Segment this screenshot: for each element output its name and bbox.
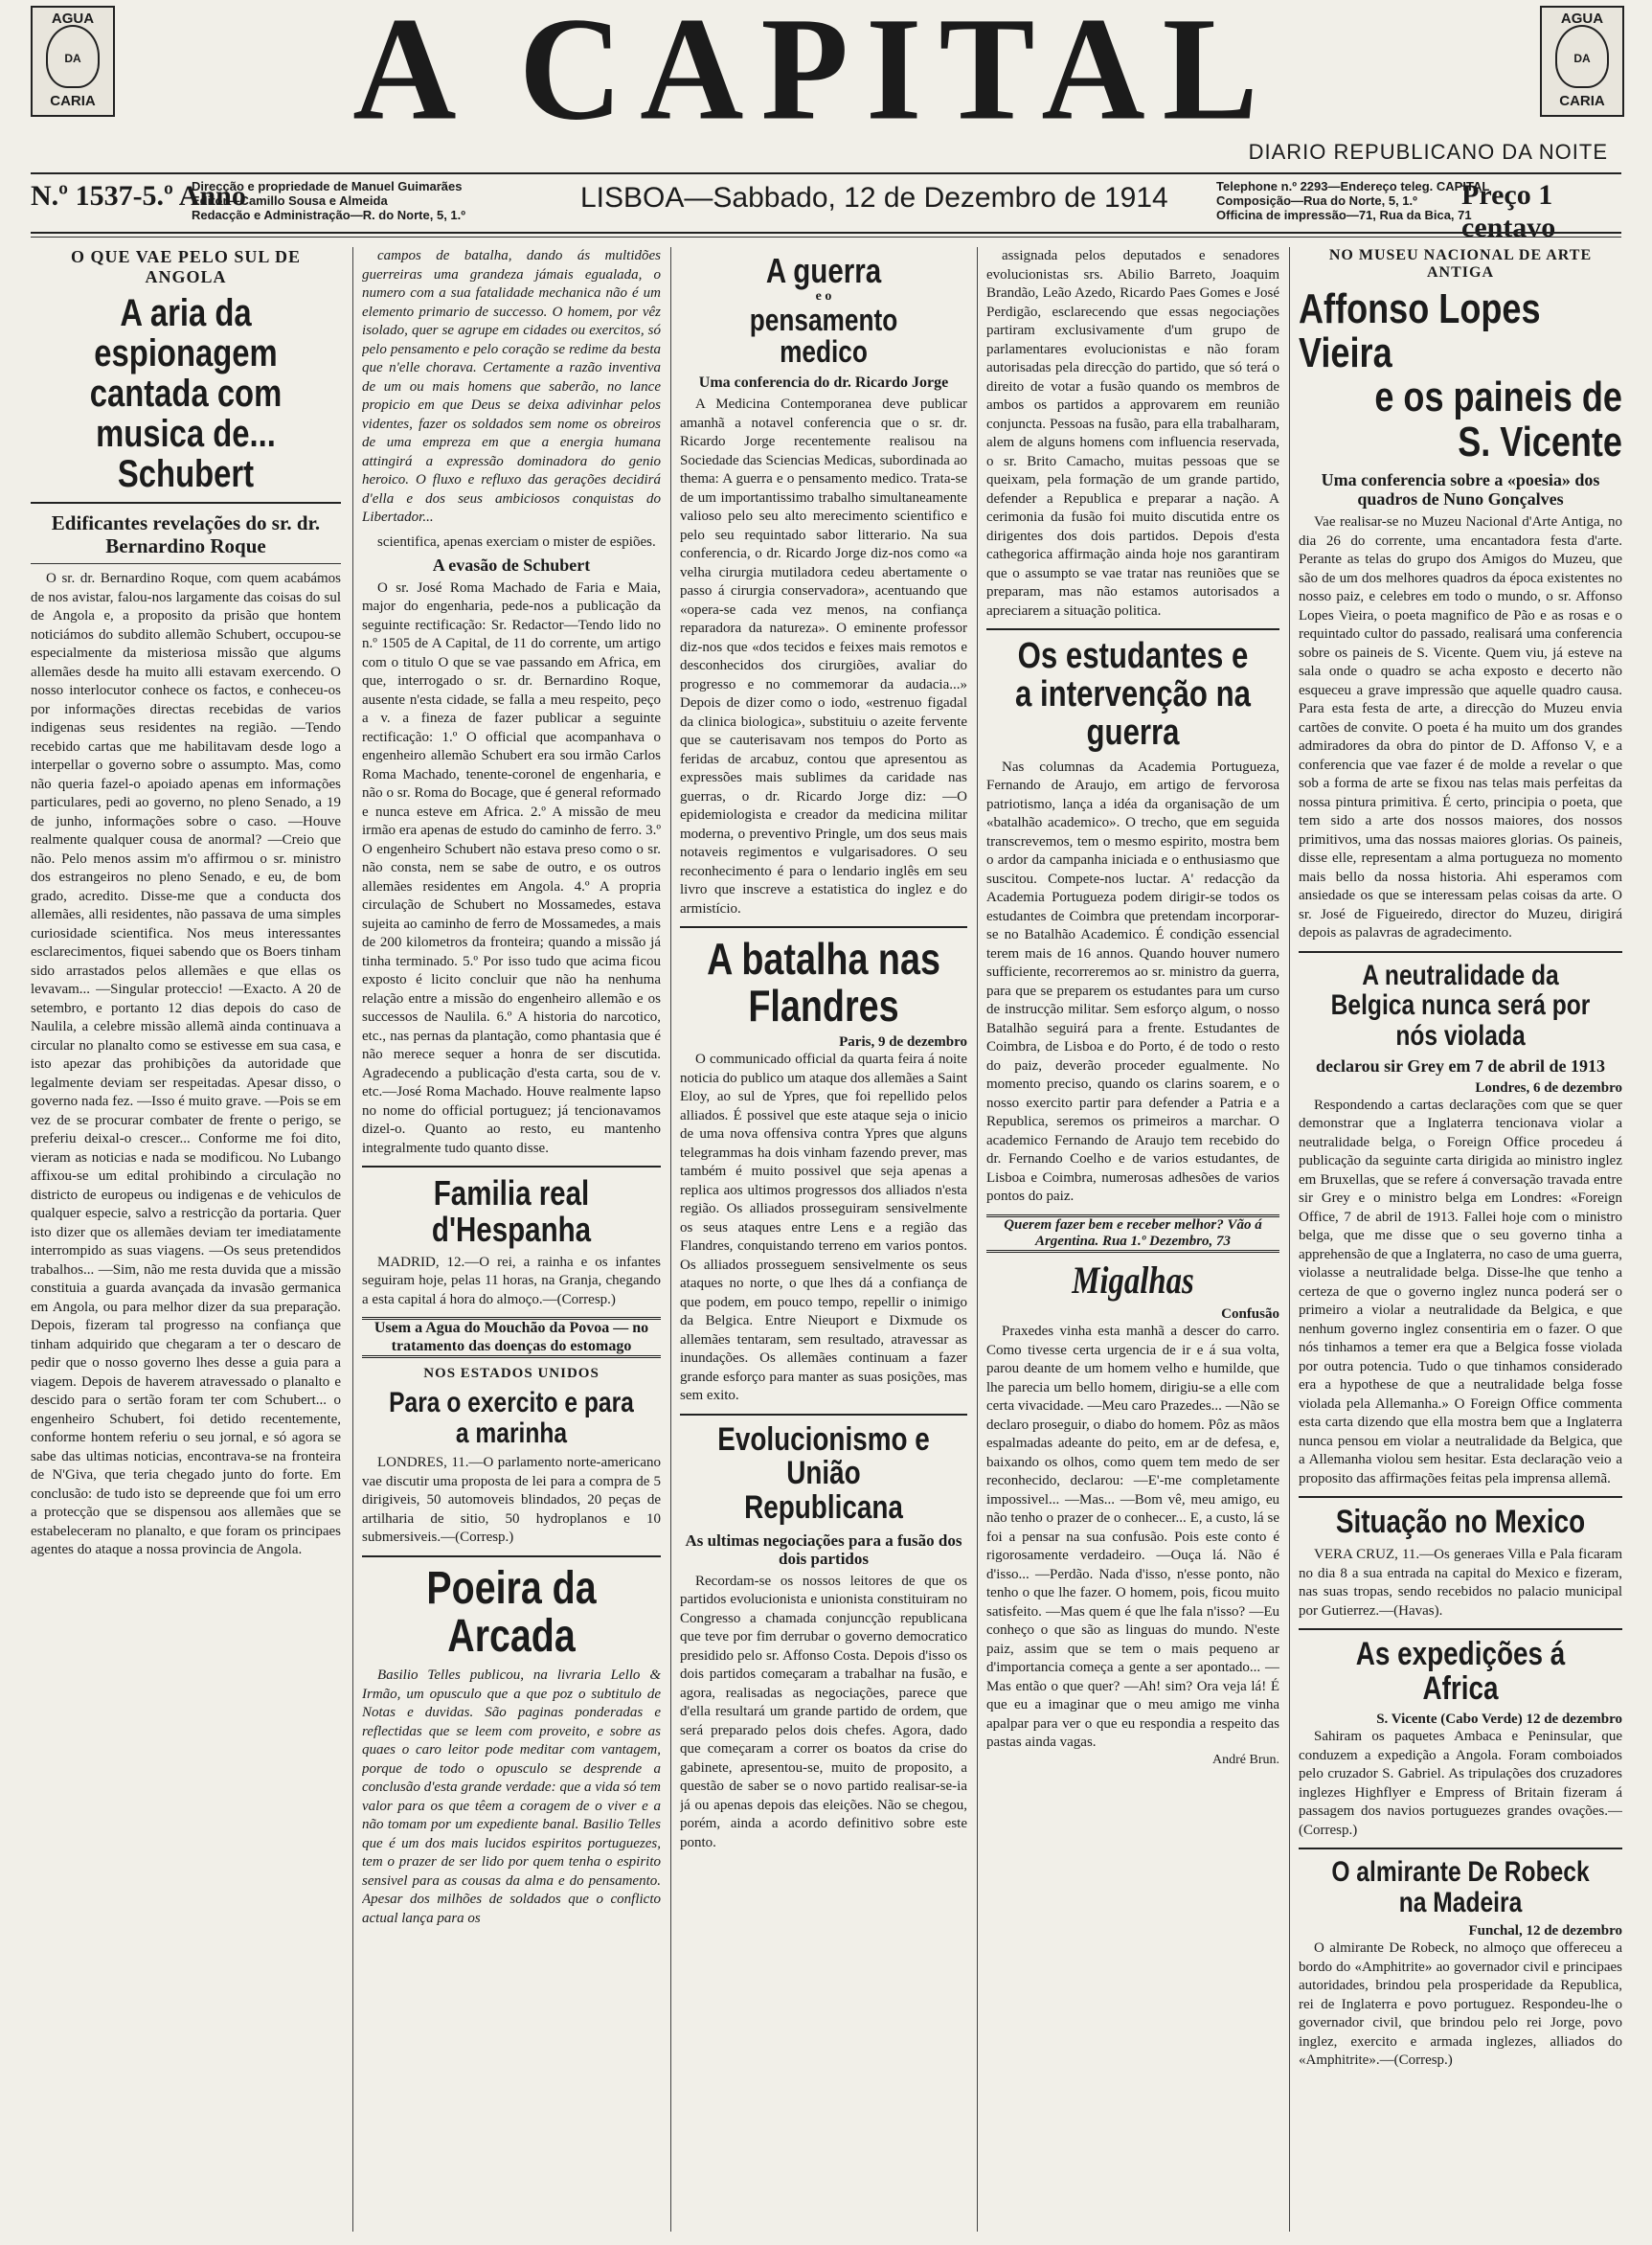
emblem-text-top: AGUA [1560, 11, 1604, 27]
article-headline: Para o exercito e para a marinha [389, 1387, 634, 1449]
divider [31, 502, 341, 504]
paragraph: MADRID, 12.—O rei, a rainha e os infantes seguiram hoje, pelas 11 horas, na Granja, chegando a esta capital á hora do almoço.—(Corresp.) [362, 1254, 661, 1307]
article-headline: Familia real d'Hespanha [431, 1173, 592, 1249]
paragraph: assignada pelos deputados e senadores evolucionistas srs. Abilio Barreto, Joaquim Brandão, Leão Azedo, Ricardo Paes Gomes e José Perdigão, esclarecendo que essas negociações partiram exclusivamente d'um grupo de parlamentares evolucionistas e não foram autorisadas pela direcção do partido, que só terá o direito de votar a fusão quando os membros de ambos os partidos a approvarem em reunião conjuncta. Pessoas na fusão, para ella trabalharam, alem de alguns homens com influencia reservada, o sr. Brito Camacho, muitas pessoas que se queixam, pela formação de um grande partido, defender a Republica e preparar a nação. A cerimonia da fusão foi muito discutida entre os dirigentes dos dois partidos. Depois d'esta cathegorica affirmação ainda hoje nos garantiram que o assumpto se vae tratar nas reuniões que se preparam, mas não estamos autorisados a apreciarem a situação politica. [986, 248, 1279, 619]
emblem-text-bottom: CARIA [50, 93, 96, 109]
article-kicker: NOS ESTADOS UNIDOS [423, 1366, 600, 1382]
section-title: A evasão de Schubert [432, 556, 591, 575]
article-headline: A guerra [765, 251, 882, 290]
masthead-info [192, 179, 465, 222]
emblem-text-mid: DA [64, 52, 81, 65]
article-body [1299, 1939, 1622, 2071]
article-body [1299, 1728, 1622, 1840]
article-dateline: Londres, 6 de dezembro [1475, 1079, 1622, 1096]
divider [1299, 1496, 1622, 1498]
paragraph: campos de batalha, dando ás multidões guerreiras uma grandeza jámais egualada, o numero com a sua fatalidade mechanica não é um elemento primario de successo. O homem, por vêz isolado, quer se agrupe em cidades ou exercitos, só pelo pensamento e pelo coração se redime da besta que n'elle chorava. Certamente a razão inventiva de um ou mais homens que saberão, no lance propicio em que Deus se deixa adivinhar pelos videntes, fazer os soldados sem nome os obreiros de uma empreza em que a energia humana attingirá a expressão dominadora do genio heroico. O fluxo e refluxo das gerações decidirá d'ella e dos seus ambiciosos conquistas do Libertador... [362, 248, 661, 525]
article-body [31, 570, 341, 1560]
masthead-contact [1216, 179, 1489, 222]
article-body [680, 396, 967, 918]
column-4 [986, 247, 1279, 2235]
article-body [362, 579, 661, 1159]
article-headline: Migalhas [1072, 1259, 1194, 1303]
column-1 [31, 247, 341, 2235]
article-dateline: Paris, 9 de dezembro [839, 1034, 967, 1051]
divider [1299, 951, 1622, 953]
paragraph: O almirante De Robeck, no almoço que offereceu a bordo do «Amphitrite» ao governador civil e principaes autoridades, brindou pela prosperidade da Republica, rei de Inglaterra e povo portuguez. Respondeu-lhe o governador civil, que brindou pelo rei Jorge, povo inglez, exercito e armada inglezes, alliados do «Amphitrite».—(Corresp.) [1299, 1940, 1622, 2069]
article-body [680, 1051, 967, 1406]
contact-line: Officina de impressão—71, Rua da Bica, 71 [1216, 208, 1472, 222]
article-headline: Evolucionismo e União Republicana [717, 1420, 930, 1526]
divider [1299, 1848, 1622, 1849]
paragraph: Vae realisar-se no Muzeu Nacional d'Arte Antiga, no dia 26 do corrente, uma encantadora festa d'arte. Perante as telas do grupo dos Amigos do Muzeu, que são de um dos melhores quadros da época existentes no nosso paiz, e celebres em todo o mundo, o sr. Affonso Lopes Vieira, o poeta magnifico de Pão e as rosas e o requintado cultor do passado, realisará uma conferencia sobre os paineis de S. Vicente. Quem viu, já esteve na sala onde o quadro se acha exposto e decerto não esqueceu a grave impressão que aquelle quadro causa. Para esta festa de arte, a direcção do Muzeu envia cartões de convite. O poeta é ha muito um dos grandes admiradores da obra do pintor de D. Affonso V, e a conferencia que vae fazer é de molde a revelar o que sob a forma de arte se fixou nas telas mais perfeitas da nossa pintura primitiva. É certo, principia o poeta, que tem sido a arte dos nossos maiores, dos nossos primitivos, uma das nossas maiores glorias. Os paineis, disse elle, representam a alma portugueza no momento mais bello da nossa historia. Ahi esperamos com ansiedade os que se interessam pelas coisas da arte. O sr. José de Figueiredo, director do Muzeu, dirigirá depois as palavras de agradecimento. [1299, 514, 1622, 941]
article-headline: A aria da espionagem cantada com musica de... Schubert [89, 292, 283, 495]
article-headline: Os estudantes e a intervenção na guerra [1015, 636, 1251, 753]
article-body [362, 1667, 661, 1928]
advertisement: Usem a Agua do Mouchão da Povoa — no tratamento das doenças do estomago [362, 1317, 661, 1358]
divider [362, 1166, 661, 1168]
column-divider [1289, 247, 1290, 2232]
article-dateline: Funchal, 12 de dezembro [1468, 1923, 1622, 1939]
paragraph: Respondendo a cartas declarações com que se quer demonstrar que a Inglaterra tencionava violar a neutralidade belga, o Foreign Office procedeu á publicação da seguinte carta dirigida ao ministro inglez em Bruxellas, que se refere á conversação travada entre sir Grey e o ministro belga em Londres: «Foreign Office, 7 de abril de 1913. Fallei hoje com o ministro belga, que me disse que o seu governo tinha a apprehensão de que a Inglaterra, no caso de uma guerra, violasse a neutralidade belga. Disse-lhe que tenho a certeza de que o governo inglez nunca poderá ser o primeiro a violar a neutralidade da Belgica, e que nenhum governo inglez consentiria em o fazer. O que nós tinhamos a temer era que a Belgica fosse violada por outra potencia. Tudo o que tinhamos considerado era a hypothese de que a neutralidade belga fosse violada pela Allemanha.» O Foreign Office commenta esta carta dizendo que ella mostra bem que a Inglaterra nunca pensou em violar a neutralidade da Belgica, que a Allemanha violou sem hesitar. Esta declaração veio a proposito das affirmações feitas pela imprensa allemã. [1299, 1097, 1622, 1486]
masthead-emblem-right [1540, 6, 1624, 117]
masthead-rule-thin [31, 237, 1621, 238]
masthead-rule-top [31, 172, 1621, 174]
divider [1299, 1628, 1622, 1630]
article-headline: pensamento medico [749, 302, 898, 370]
paragraph: scientifica, apenas exerciam o mister de espiões. [377, 533, 656, 550]
emblem-text-bottom: CARIA [1559, 93, 1605, 109]
article-headline: A neutralidade da Belgica nunca será por nós violada [1330, 959, 1591, 1052]
paragraph: O sr. dr. Bernardino Roque, com quem acabámos de nos avistar, falou-nos largamente das coisas do sul de Angola e, a proposito da prisão que hontem noticiámos do subdito allemão Schubert, occupou-se especialmente da misteriosa missão que algums allemães desde ha muito alli estavam exercendo. O nosso interlocutor conhece os factos, e conheceu-os por informações directas recebidas de varios indigenas seus residentes na região. —Tendo recebido cartas que me habilitavam desde logo a interpellar o governo sobre o assumpto. Mas, como não queria fazel-o apoiado apenas em informações particulares, pedi ao governo, no pleno Senado, a 19 de junho, informações sobre o caso. —Houve realmente qualquer cousa de anormal? —Creio que não. Pelo menos assim m'o affirmou o sr. ministro dos estrangeiros no pleno Senado, e eu, de bom grado, acredito. Disse-me que a conducta dos allemães, alli residentes, não passava de uma simples curiosidade scientifica. Nos meus interessantes esclarecimentos, fiquei sabendo que os Boers tinham sido arrastados pelos allemães e que ellas os levavam... —Singular proteccio! —Exacto. A 20 de setembro, e portanto 12 dias depois do caso de Naulila, a celebre missão allemã ainda continuava a circular no planalto como se estivesse em sua casa, e isto apezar das prohibições da autoridade que legalmente deviam ser respeitadas. Apesar disso, o governo nada fez. —Isso é muito grave. —Pois se em vez de se procurar combater de frente o perigo, se preferiu deixal-o crescer... Conforme me foi dito, vieram as noticias e nada se modificou. No Lubango affixou-se um edital prohibindo a circulação no districto de europeus ou indigenas e de vehiculos de qualquer especie, salvo a restricção da portaria. Quer isto dizer que os allemães deviam ter imediatamente interrompido as suas viagens. —Os seus pretendidos trabalhos... —Sim, não me resta duvida que a missão constituia a guarda avançada da invasão germanica em Angola, ou para melhor dizer da sua preparação. Depois, fizeram tal progresso na confiança que tinham adquirido que chegaram a ter o descaro de pedir que o nosso governo lhes desse a guia para a viagem. Depois de haverem atravessado o planalto e descido para o sertão foram ter com Schubert... o engenheiro Schubert, foi detido recentemente, conforme hontem referiu o seu jornal, e só agora se sabe das ultimas noticias, encontrava-se na fronteira de N'Giva, que teria chegado junto do forte. Em conclusão: de tudo isto se depreende que foi um erro a protecção que se dispensou aos allemães que se estabeleceram no planalto, e que foram os principaes agentes do ataque a nossa provincia de Angola. [31, 571, 341, 1558]
paragraph: O communicado official da quarta feira á noite noticia do publico um ataque dos allemães a Saint Eloy, ao sul de Ypres, que foi repellido pelos alliados. É possivel que este ataque seja o inicio de uma nova offensiva contra Ypres que alguns telegrammas ha dois vinham fazendo prever, mas também é muito possivel que seja apenas a replica aos ultimos progressos dos alliados n'esta região. Os alliados prosseguiram sensivelmente os seus ataques entre Lens e a região das Flandres, conquistando terreno em varios pontos. Os alliados prosseguem sensivelmente os seus ataques no norte, o que lhes dá a confiança de que podem, em pouco tempo, repellir o inimigo da Belgica. Entre Nieuport e Dixmude os allemães tentaram, sem resultado, atravessar as inundações. Os allemães continuam a fazer grande esforço para manter as suas posições, mas sem exito. [680, 1052, 967, 1404]
article-body [362, 247, 661, 528]
paragraph: Nas columnas da Academia Portugueza, Fernando de Araujo, em artigo de fervorosa patriotismo, lança a idéa da organisação de um «batalhão academico». O trecho, que em seguida transcrevemos, tem o mesmo espirito, mostra bem o ardor da campanha iniciada e o enthusiasmo que suscitou. Compete-nos luctar. A' redacção da Academia Portugueza podem dirigir-se todos os estudantes de Coimbra que pretendam incorporar-se no Batalhão Academico. É condição essencial terem mais de 16 annos. Quando houver numero sufficiente, recorreremos ao sr. ministro da guerra, para que se preparem os estudantes para um curso de instrucção militar. Sem esforço algum, o nosso Batalhão seguirá para a frente. Estudantes de Coimbra, de Lisboa e do Porto, é de todo o resto do paiz, deverão proceder egualmente. No momento preciso, quando os clarins soarem, e o nosso exercito partir para defender a Patria e a Republica, seremos os primeiros a marchar. O academico Fernando de Araujo tem recebido do dr. Fernando Coelho e de varios estudantes, de Lisboa e Coimbra, numerosas adhesões de varios pontos do paiz. [986, 759, 1279, 1205]
article-body [362, 1454, 661, 1548]
newspaper-subtitle: DIARIO REPUBLICANO DA NOITE [1248, 140, 1608, 164]
article-subhead: declarou sir Grey em 7 de abril de 1913 [1316, 1056, 1605, 1077]
article-body [362, 1254, 661, 1310]
contact-line: Composição—Rua do Norte, 5, 1.º [1216, 193, 1417, 208]
paragraph: LONDRES, 11.—O parlamento norte-americano vae discutir uma proposta de lei para a compra de 5 dirigiveis, 50 automoveis blindados, 20 peças de artilharia de sitio, 50 hydroplanos e 10 submersiveis.—(Corresp.) [362, 1455, 661, 1546]
article-subhead: Uma conferencia do dr. Ricardo Jorge [698, 374, 949, 392]
paragraph: Basilio Telles publicou, na livraria Lello & Irmão, um opusculo que a que poz o subtitulo de Notas e duvidas. São paginas ponderadas e reflectidas que se leem com proveito, e sobre as quaes o caro leitor pode meditar com vantagem, porque de todo o opusculo se desprende a conclusão d'esta grande verdade: que a vida só tem valor para os que têem a coragem de o viver e a não tomam por um expediente banal. Basilio Telles que é um dos mais lucidos espiritos portuguezes, tem o prazer de ser lido por quem tenha o espirito sensivel para as cousas da alma e do pensamento. Apesar dos milhões de soldados que o conflicto actual lança para os [362, 1667, 661, 1926]
emblem-text-mid: DA [1573, 52, 1591, 65]
dateline: LISBOA—Sabbado, 12 de Dezembro de 1914 [580, 182, 1168, 214]
column-divider [977, 247, 978, 2232]
article-body [986, 1323, 1279, 1753]
article-headline: As expedições á Africa [1355, 1636, 1566, 1707]
article-subhead: As ultimas negociações para a fusão dos dois partidos [685, 1531, 962, 1569]
contact-line: Telephone n.º 2293—Endereço teleg. CAPITAL [1216, 179, 1490, 193]
divider [31, 563, 341, 564]
newspaper-title: A CAPITAL [352, 0, 1276, 151]
article-signature: André Brun. [1212, 1752, 1279, 1767]
article-body [1299, 1546, 1622, 1621]
article-headline: Affonso Lopes Vieira [1299, 285, 1541, 377]
article-body [1299, 1097, 1622, 1489]
divider [680, 926, 967, 928]
emblem-text-top: AGUA [51, 11, 95, 27]
article-kicker: NO MUSEU NACIONAL DE ARTE ANTIGA [1328, 247, 1593, 281]
divider [362, 1555, 661, 1557]
article-body [362, 533, 661, 553]
issue-number: N.º 1537-5.º Anno [31, 180, 246, 212]
paragraph: Sahiram os paquetes Ambaca e Peninsular, que conduzem a expedição a Angola. Foram comboiados pelo cruzador S. Gabriel. As tripulações dos cruzadores inglezes Highflyer e Empress of Britain fizeram á passagem dos navios portuguezes grandes ovações.—(Corresp.) [1299, 1729, 1622, 1838]
article-body [1299, 513, 1622, 943]
article-body [986, 759, 1279, 1207]
info-line: Redacção e Administração—R. do Norte, 5, 1.º [192, 208, 466, 222]
article-headline: Situação no Mexico [1335, 1504, 1586, 1541]
divider [986, 628, 1279, 630]
column-divider [352, 247, 353, 2232]
article-kicker: O QUE VAE PELO SUL DE ANGOLA [71, 247, 301, 286]
column-3 [680, 247, 967, 2235]
masthead-rule-bottom [31, 232, 1621, 234]
article-headline: Poeira da Arcada [426, 1562, 597, 1662]
article-headline-connector: e o [815, 288, 832, 304]
info-line: Direcção e propriedade de Manuel Guimarães [192, 179, 463, 193]
paragraph: O sr. José Roma Machado de Faria e Maia, major do engenharia, pede-nos a publicação da seguinte rectificação: Sr. Redactor—Tendo lido no n.º 1505 de A Capital, de 11 do corrente, um artigo com o titulo O que se vae passando em Africa, em que, interrogado o sr. dr. Bernardino Roque, ausente n'esta cidade, se falla a meu respeito, peço a v. a fineza de fazer publicar a seguinte rectificação: 1.º O official que acompanhava o engenheiro allemão Schubert era sou irmão Carlos Roma Machado, tenente-coronel de engenharia, e não o sr. Roma do Bocage, que é general reformado e nunca esteve em Africa. 2.º A missão de meu irmão era apenas de estudo do caminho de ferro. 3.º O engenheiro Schubert não estava preso como o sr. não consta, nem se sabe de outro, e os outros allemães residentes em Angola. 4.º A propria circulação de Schubert no Mossamedes, estava sujeita ao caminho de ferro de Mossamedes, a mais de 200 kilometros da fronteira; quando a missão já tinha terminado. 5.º Por isso tudo que acima ficou exposto é licito concluir que não ha nenhuma relação entre a missão do engenheiro allemão e os successos de Naulila. 6.º A historia do narcotico, etc., nas pernas da plantação, como phantasia que é não merece sequer a honra de ser discutida. Agradecendo a publicação d'esta carta, sou de v. etc.—José Roma Machado. Houve realmente lapso no nome do official portuguez; já tencionavamos dizel-o. Quanto ao resto, eu mantenho integralmente tudo quanto disse. [362, 579, 661, 1156]
column-divider [670, 247, 671, 2232]
column-5 [1299, 247, 1622, 2235]
paragraph: Praxedes vinha esta manhã a descer do carro. Como tivesse certa urgencia de ir e á sua volta, parou deante de um homem velho e humilde, que lhe parecia um bello homem, dirigiu-se a elle com certa vivacidade. —Meu caro Prazedes... —Não se declaro proseguir, o diabo do homem. Pôz as mãos espalmadas adeante do peito, em ar de defesa, e, baixando os olhos, como quem tem medo de ser reconhecido, declarou: —E'-me completamente impossivel... —Mas... —Bom vê, meu amigo, eu não tenho o prazer de o conhecer... E, a custo, lá se foi a pensar na sua confusão. Pois este conto é rigorosamente verdadeiro. —Ouça lá. Não é d'isso... —Perdão. Nada d'isso, n'esse ponto, não tenho o que lhe fazer. O homem, pois, ficou muito satisfeito. —Mas quem é que lhe fala n'isso? —Eu conheço o que são as linguas do mundo. N'este paiz, assim que se tem o mais pequeno ar d'importancia começa a gente a ser apontado... —Mas então o que quer? —Ah! sim? Ora veja lá! É que eu a imaginar que o meu amigo me vinha apalpar para ver o que eu respondia a respeito das pastas ainda vagas. [986, 1324, 1279, 1751]
article-headline: A batalha nas Flandres [707, 934, 940, 1031]
article-headline: O almirante De Robeck na Madeira [1331, 1856, 1590, 1918]
advertisement: Querem fazer bem e receber melhor? Vão á Argentina. Rua 1.º Dezembro, 73 [986, 1214, 1279, 1254]
price: Preço 1 centavo [1461, 179, 1556, 243]
paragraph: Recordam-se os nossos leitores de que os partidos evolucionista e unionista constituiram no Congresso a chamada conjuncção republicana que teve por fim derrubar o governo democratico presidido pelo sr. Affonso Costa. Depois d'isso os dois partidos começaram a trabalhar na fusão, e agora, realisadas as negociações, parece que d'ella resultará um grande partido de ordem, que será preparado pelos dois chefes. Agora, dado que começaram a correr os boatos da crise do gabinete, apresentou-se, muito de proposito, a questão de saber se o novo partido realisar-se-ia já ou apenas depois das eleições. Não se chegou, porém, ainda a acordo definitivo sobre este ponto. [680, 1573, 967, 1850]
paragraph: VERA CRUZ, 11.—Os generaes Villa e Pala ficaram no dia 8 a sua entrada na capital do Mexico e fizeram, nas suas tropas, sendo recebidos no palacio municipal por Gutierrez.—(Havas). [1299, 1547, 1622, 1619]
column-2 [362, 247, 661, 2235]
divider [680, 1414, 967, 1416]
article-body [680, 1573, 967, 1853]
article-subhead: Confusão [1221, 1306, 1279, 1323]
article-subhead: Uma conferencia sobre a «poesia» dos quadros de Nuno Gonçalves [1321, 469, 1600, 510]
paragraph: A Medicina Contemporanea deve publicar amanhã a notavel conferencia que o sr. dr. Ricardo Jorge recentemente realisou na Sociedade das Sciencias Medicas, subordinada ao thema: A guerra e o pensamento medico. Trata-se de um importantissimo trabalho simultaneamente valioso pelo seu alto merecimento scientifico e pelo seu requintado sabor litterario. Na sua conferencia, o dr. Ricardo Jorge diz-nos como «a velha cirurgia mutiladora cedeu abertamente o passo á cirurgia conservadora», acentuando que «opera-se cada vez menos, na confiança reparadora da natureza». O eminente professor diz-nos que «dos tecidos e feixes mais remotos e desconhecidos dos cirurgiões, avaliar do progresso e no commemorar da audacia...» Depois de dizer como o iodo, «estrenuo figadal da clinica biologica», substituiu o azeite fervente que se cauterisavam nos tempos do Porto as feridas de arcabuz, contou que apresentou as expressões mais sublimes da caridade nas guerras, o dr. Ricardo Jorge diz: —O epidemiologista e creador da medicina militar moderna, o preventivo Pringle, um dos seus mais notaveis regimentos e vulgarisadores. O seu reconhecimento é para o lendario inglês em seu livro que inscreve a estatistica do inglez e do armistício. [680, 397, 967, 917]
article-headline: e os paineis de S. Vicente [1374, 374, 1622, 465]
article-body [986, 247, 1279, 621]
article-subhead: Edificantes revelações do sr. dr. Bernardino Roque [51, 511, 321, 558]
article-dateline: S. Vicente (Cabo Verde) 12 de dezembro [1376, 1712, 1622, 1728]
info-line: Editor—Camillo Sousa e Almeida [192, 193, 388, 208]
masthead-emblem-left [31, 6, 115, 117]
